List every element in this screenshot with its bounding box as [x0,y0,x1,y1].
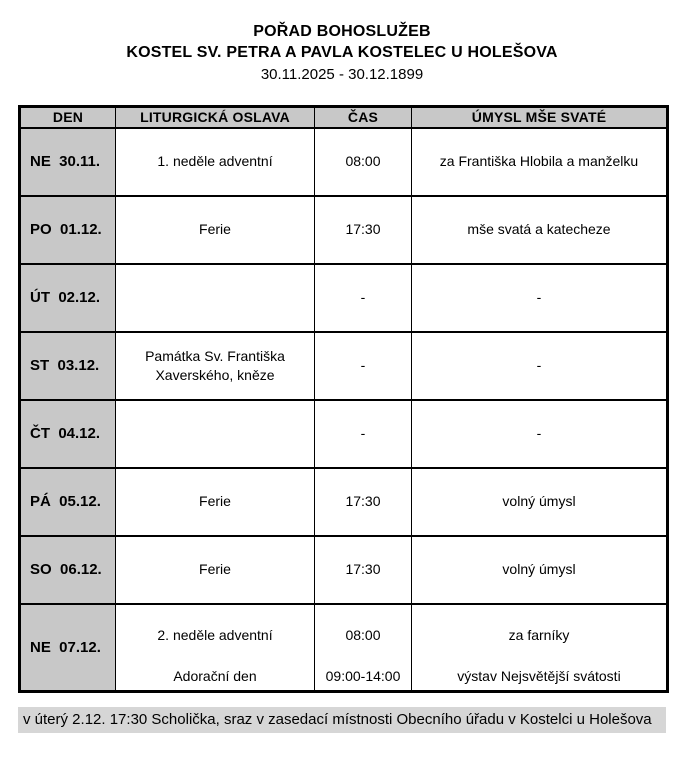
date-range: 30.11.2025 - 30.12.1899 [260,66,424,83]
liturgy-cell: Ferie [116,468,315,536]
footer-note: v úterý 2.12. 17:30 Scholička, sraz v zasedací místnosti Obecního úřadu v Kostelci u Holešova [18,707,666,733]
intention-cell: mše svatá a katecheze [412,196,668,264]
time-cell: 17:30 [315,468,412,536]
intention-line-1: za farníky [508,627,570,643]
table-row [20,468,668,536]
time-cell: - [315,332,412,400]
day-cell: NE 07.12. [20,604,116,692]
time-cell: - [315,400,412,468]
church-name: KOSTEL SV. PETRA A PAVLA KOSTELEC U HOLEŠOVA [126,44,558,61]
day-cell: PO 01.12. [20,196,116,264]
liturgy-cell [116,264,315,332]
intention-cell: volný úmysl [412,468,668,536]
table-row [20,128,668,196]
header-row [20,107,668,128]
col-header-intention: ÚMYSL MŠE SVATÉ [412,107,668,128]
intention-cell: za Františka Hlobila a manželku [412,128,668,196]
col-header-time: ČAS [315,107,412,128]
time-line-2: 09:00-14:00 [325,667,401,684]
liturgy-cell: 1. neděle adventní [116,128,315,196]
col-header-day: DEN [20,107,116,128]
intention-cell: - [412,332,668,400]
time-cell: 17:30 [315,536,412,604]
intention-cell [412,604,668,692]
day-cell: PÁ 05.12. [20,468,116,536]
intention-stack [412,605,666,689]
day-cell: NE 30.11. [20,128,116,196]
liturgy-cell [116,604,315,692]
time-cell [315,604,412,692]
day-cell: SO 06.12. [20,536,116,604]
schedule-table [18,105,669,693]
table-row [20,604,668,692]
time-cell: 08:00 [315,128,412,196]
liturgy-cell [116,400,315,468]
time-stack [315,605,411,689]
time-cell: - [315,264,412,332]
document-header [0,0,684,85]
liturgy-line-2: Adorační den [173,667,257,684]
intention-cell: - [412,264,668,332]
table-row [20,332,668,400]
liturgy-line-1: 2. neděle adventní [157,627,273,643]
time-cell: 17:30 [315,196,412,264]
time-line-1: 08:00 [345,627,381,643]
page-title: POŘAD BOHOSLUŽEB [253,23,431,40]
liturgy-stack [116,605,314,689]
liturgy-cell: Ferie [116,536,315,604]
intention-cell: - [412,400,668,468]
intention-line-2: výstav Nejsvětější svátosti [457,667,621,684]
intention-cell: volný úmysl [412,536,668,604]
day-cell: ST 03.12. [20,332,116,400]
liturgy-cell: Památka Sv. Františka Xaverského, kněze [116,332,315,400]
table-row [20,264,668,332]
day-cell: ČT 04.12. [20,400,116,468]
col-header-liturgy: LITURGICKÁ OSLAVA [116,107,315,128]
table-row [20,400,668,468]
liturgy-cell: Ferie [116,196,315,264]
table-row [20,196,668,264]
day-cell: ÚT 02.12. [20,264,116,332]
table-row [20,536,668,604]
